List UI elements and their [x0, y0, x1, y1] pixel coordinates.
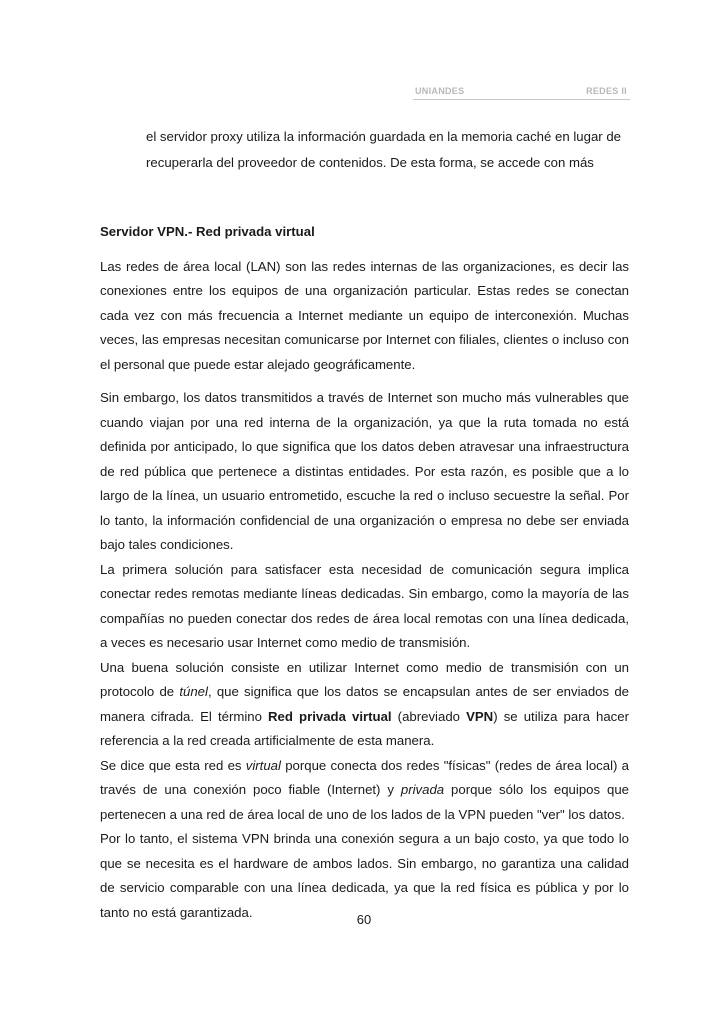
running-header: [413, 85, 630, 100]
paragraph-3: La primera solución para satisfacer esta necesidad de comunicación segura implica conectar redes remotas mediante líneas dedicadas. Sin embargo, como la mayoría de las compañías no pueden conectar dos redes de área local remotas con una línea dedicada, a veces es necesario usar Internet como medio de transmisión.: [100, 561, 629, 650]
paragraph-2: Sin embargo, los datos transmitidos a través de Internet son mucho más vulnerables que cuando viajan por una red interna de la organización, ya que la ruta tomada no está definida por anticipado, lo que significa que los datos deben atravesar una infraestructura de red pública que pertenece a distintas entidades. Por esta razón, es posible que a lo largo de la línea, un usuario entrometido, escuche la red o incluso secuestre la señal. Por lo tanto, la información confidencial de una organización o empresa no debe ser enviada bajo tales condiciones.: [100, 390, 629, 552]
header-right: REDES II: [586, 86, 627, 96]
continued-line-2: recuperarla del proveedor de contenidos. De esta forma, se accede con más: [146, 155, 594, 170]
p4-text-4: ) se utiliza para hacer referencia a la red creada artificialmente de esta manera.: [100, 708, 629, 748]
term-tunel: túnel: [179, 684, 208, 699]
p5-text-3: porque sólo los equipos que pertenecen a una red de área local de uno de los lados de la VPN pueden "ver" los datos.: [100, 782, 629, 822]
continued-paragraph: [146, 124, 626, 176]
header-left: UNIANDES: [415, 86, 465, 96]
p4-text-1: Una buena solución consiste en utilizar Internet como medio de transmisión con un protocolo de: [100, 659, 629, 699]
section-heading: Servidor VPN.- Red privada virtual: [100, 224, 315, 239]
term-vpn: VPN: [466, 708, 494, 724]
paragraph-5: [100, 754, 629, 828]
p5-text-1: Se dice que esta red es: [100, 757, 246, 773]
p4-text-2: , que significa que los datos se encapsulan antes de ser enviados de manera cifrada. El término: [100, 684, 629, 724]
p5-text-2: porque conecta dos redes "físicas" (redes de área local) a través de una conexión poco fiable (Internet) y: [100, 757, 629, 797]
paragraph-4: [100, 656, 629, 754]
main-body: [100, 220, 629, 925]
continued-line-1: el servidor proxy utiliza la información guardada en la memoria caché en lugar de: [146, 129, 622, 144]
p4-text-3: (abreviado: [391, 708, 467, 724]
term-virtual: virtual: [245, 757, 281, 773]
term-privada: privada: [400, 782, 445, 797]
paragraph-6: Por lo tanto, el sistema VPN brinda una conexión segura a un bajo costo, ya que todo lo que se necesita es el hardware de ambos lados. Sin embargo, no garantiza una calidad de servicio comparable con una línea dedicada, ya que la red física es pública y por lo tanto no está garantizada.: [100, 831, 629, 920]
term-red-privada-virtual: Red privada virtual: [268, 708, 392, 724]
paragraph-1: Las redes de área local (LAN) son las redes internas de las organizaciones, es decir las conexiones entre los equipos de una organización particular. Estas redes se conectan cada vez con más frecuencia a Internet mediante un equipo de interconexión. Muchas veces, las empresas necesitan comunicarse por Internet con filiales, clientes o incluso con el personal que puede estar alejado geográficamente.: [100, 258, 629, 372]
page-number: 60: [356, 912, 372, 927]
